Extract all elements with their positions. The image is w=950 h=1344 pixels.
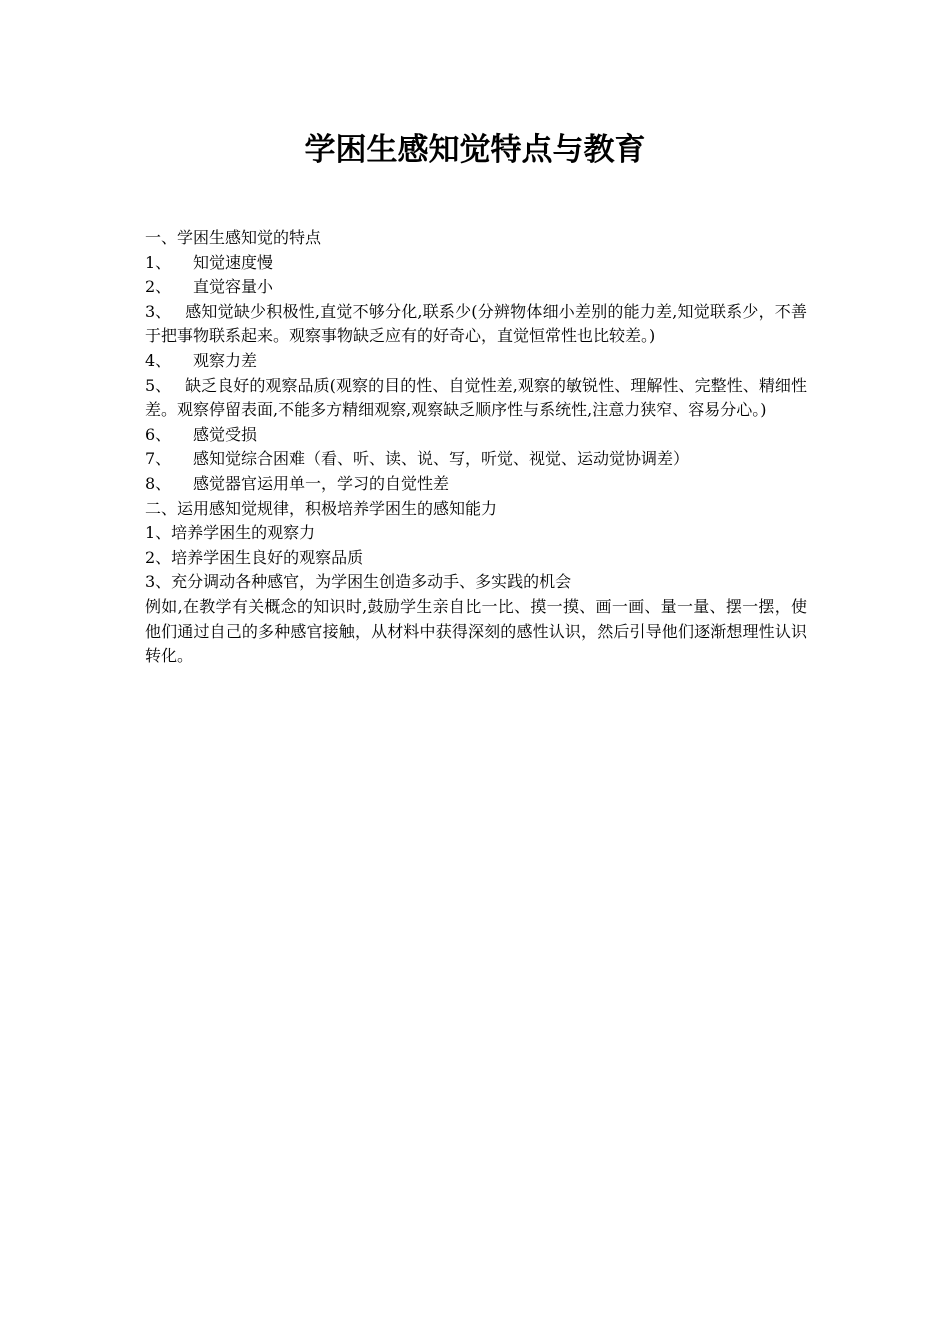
item-text: 感知觉缺少积极性,直觉不够分化,联系少(分辨物体细小差别的能力差,知觉联系少，不善于把事物联系起来。观察事物缺乏应有的好奇心，直觉恒常性也比较差。) <box>145 301 807 346</box>
document-body <box>145 226 807 669</box>
item-number: 3、 <box>145 301 172 321</box>
list-item <box>145 447 807 472</box>
item-number: 6、 <box>145 424 172 444</box>
list-item <box>145 349 807 374</box>
list-item <box>145 300 807 349</box>
example-paragraph: 例如,在教学有关概念的知识时,鼓励学生亲自比一比、摸一摸、画一画、量一量、摆一摆，使他们通过自己的多种感官接触，从材料中获得深刻的感性认识，然后引导他们逐渐想理性认识转化。 <box>145 596 807 666</box>
item-text: 感觉器官运用单一，学习的自觉性差 <box>193 473 450 493</box>
list-item <box>145 472 807 497</box>
item-number: 2、 <box>145 277 172 297</box>
list-item <box>145 275 807 300</box>
list-item <box>145 251 807 276</box>
method-item: 1、培养学困生的观察力 <box>145 523 316 543</box>
item-text: 观察力差 <box>193 350 258 370</box>
item-number: 1、 <box>145 252 172 272</box>
section-heading: 一、学困生感知觉的特点 <box>145 228 322 247</box>
item-number: 4、 <box>145 350 172 370</box>
item-number: 7、 <box>145 449 172 469</box>
list-item <box>145 423 807 448</box>
item-number: 8、 <box>145 473 172 493</box>
item-text: 知觉速度慢 <box>193 252 274 272</box>
item-number: 5、 <box>145 375 172 395</box>
item-text: 缺乏良好的观察品质(观察的目的性、自觉性差,观察的敏锐性、理解性、完整性、精细性差。观察停留表面,不能多方精细观察,观察缺乏顺序性与系统性,注意力狭窄、容易分心。) <box>145 375 807 420</box>
item-text: 感觉受损 <box>193 424 258 444</box>
item-text: 感知觉综合困难（看、听、读、说、写，听觉、视觉、运动觉协调差） <box>193 449 690 469</box>
document-title: 学困生感知觉特点与教育 <box>304 132 646 168</box>
list-item <box>145 374 807 423</box>
method-item: 3、充分调动各种感官，为学困生创造多动手、多实践的机会 <box>145 572 572 592</box>
section-heading: 二、运用感知觉规律，积极培养学困生的感知能力 <box>145 498 498 518</box>
method-item: 2、培养学困生良好的观察品质 <box>145 547 364 567</box>
item-text: 直觉容量小 <box>193 277 274 297</box>
